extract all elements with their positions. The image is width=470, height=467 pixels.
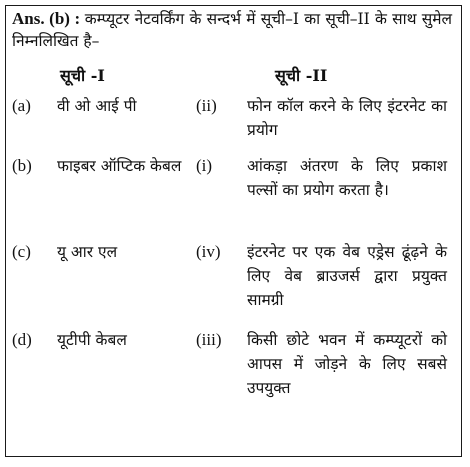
list-2-item: फोन कॉल करने के लिए इंटरनेट का प्रयोग — [247, 97, 447, 139]
list-2-item: आंकड़ा अंतरण के लिए प्रकाश पल्सों का प्रयोग करता है। — [247, 157, 447, 199]
list-1-label: (a) — [12, 96, 31, 115]
list-1-item: फाइबर ऑप्टिक केबल — [57, 157, 182, 175]
list-2-item: किसी छोटे भवन में कम्प्यूटरों को आपस में जोड़ने के लिए सबसे उपयुक्त — [247, 331, 447, 397]
list-1-header: सूची -I — [60, 66, 105, 85]
list-2-label: (ii) — [196, 96, 217, 115]
list-2-header: सूची -II — [275, 66, 328, 85]
list-1-item: यू आर एल — [57, 243, 118, 261]
list-2-label: (iv) — [196, 242, 221, 261]
list-1-label: (c) — [12, 242, 31, 261]
list-2-label: (i) — [196, 156, 213, 175]
list-1-item: यूटीपी केबल — [57, 331, 127, 349]
answer-prefix: Ans. (b) : — [12, 9, 85, 28]
list-2-item: इंटरनेट पर एक वेब एड्रेस ढूंढ़ने के लिए वेब ब्राउजर्स द्वारा प्रयुक्त सामग्री — [247, 243, 447, 309]
list-1-label: (d) — [12, 330, 32, 349]
question-statement: कम्प्यूटर नेटवर्किंग के सन्दर्भ में सूची–I का सूची–II के साथ सुमेल निम्नलिखित है– — [12, 10, 452, 50]
answer-intro — [12, 8, 452, 52]
list-2-label: (iii) — [196, 330, 222, 349]
list-1-label: (b) — [12, 156, 32, 175]
list-1-item: वी ओ आई पी — [57, 97, 137, 115]
